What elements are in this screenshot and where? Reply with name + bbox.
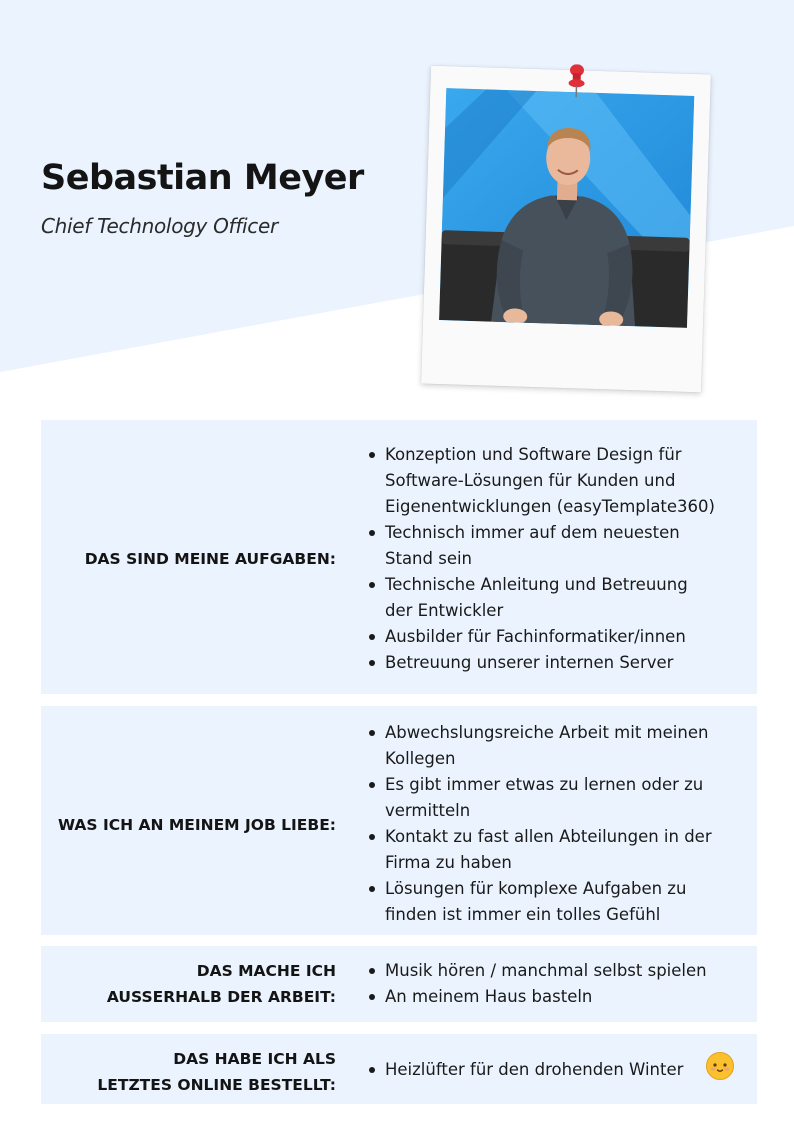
list-item: Heizlüfter für den drohenden Winter xyxy=(384,1057,730,1083)
section-label: DAS MACHE ICH AUSSERHALB DER ARBEIT: xyxy=(106,962,336,1006)
list-item: Technisch immer auf dem neuesten Stand sein xyxy=(384,520,685,572)
section-list xyxy=(384,1057,730,1083)
list-item: Konzeption und Software Design für Software-Lösungen für Kunden und Eigenentwicklungen (easyTemplate360) xyxy=(384,442,730,520)
section-list xyxy=(384,958,730,1010)
list-item: Musik hören / manchmal selbst spielen xyxy=(384,958,730,984)
person-role: Chief Technology Officer xyxy=(41,214,278,238)
list-item: Ausbilder für Fachinformatiker/innen xyxy=(384,624,730,650)
section-card-hobbies xyxy=(41,946,757,1022)
section-label: DAS HABE ICH ALS LETZTES ONLINE BESTELLT: xyxy=(97,1050,336,1094)
list-item: Es gibt immer etwas zu lernen oder zu vermitteln xyxy=(384,772,710,824)
list-item: Technische Anleitung und Betreuung der Entwickler xyxy=(384,572,720,624)
list-item: Kontakt zu fast allen Abteilungen in der Firma zu haben xyxy=(384,824,720,876)
pushpin-icon xyxy=(566,64,587,99)
list-item: Lösungen für komplexe Aufgaben zu finden ist immer ein tolles Gefühl xyxy=(384,876,705,928)
list-item: Abwechslungsreiche Arbeit mit meinen Kollegen xyxy=(384,720,710,772)
list-item: Betreuung unserer internen Server xyxy=(384,650,730,676)
portrait-photo xyxy=(439,88,694,328)
section-label: DAS SIND MEINE AUFGABEN: xyxy=(84,550,336,568)
section-card-job-love xyxy=(41,706,757,935)
section-card-last-order xyxy=(41,1034,757,1104)
smiley-emoji-icon xyxy=(705,1051,735,1081)
section-list xyxy=(384,720,720,928)
polaroid-photo-frame xyxy=(421,66,711,393)
section-list xyxy=(384,442,730,676)
list-item: An meinem Haus basteln xyxy=(384,984,730,1010)
section-label: WAS ICH AN MEINEM JOB LIEBE: xyxy=(58,816,336,834)
person-name: Sebastian Meyer xyxy=(41,158,364,198)
section-card-tasks xyxy=(41,420,757,694)
